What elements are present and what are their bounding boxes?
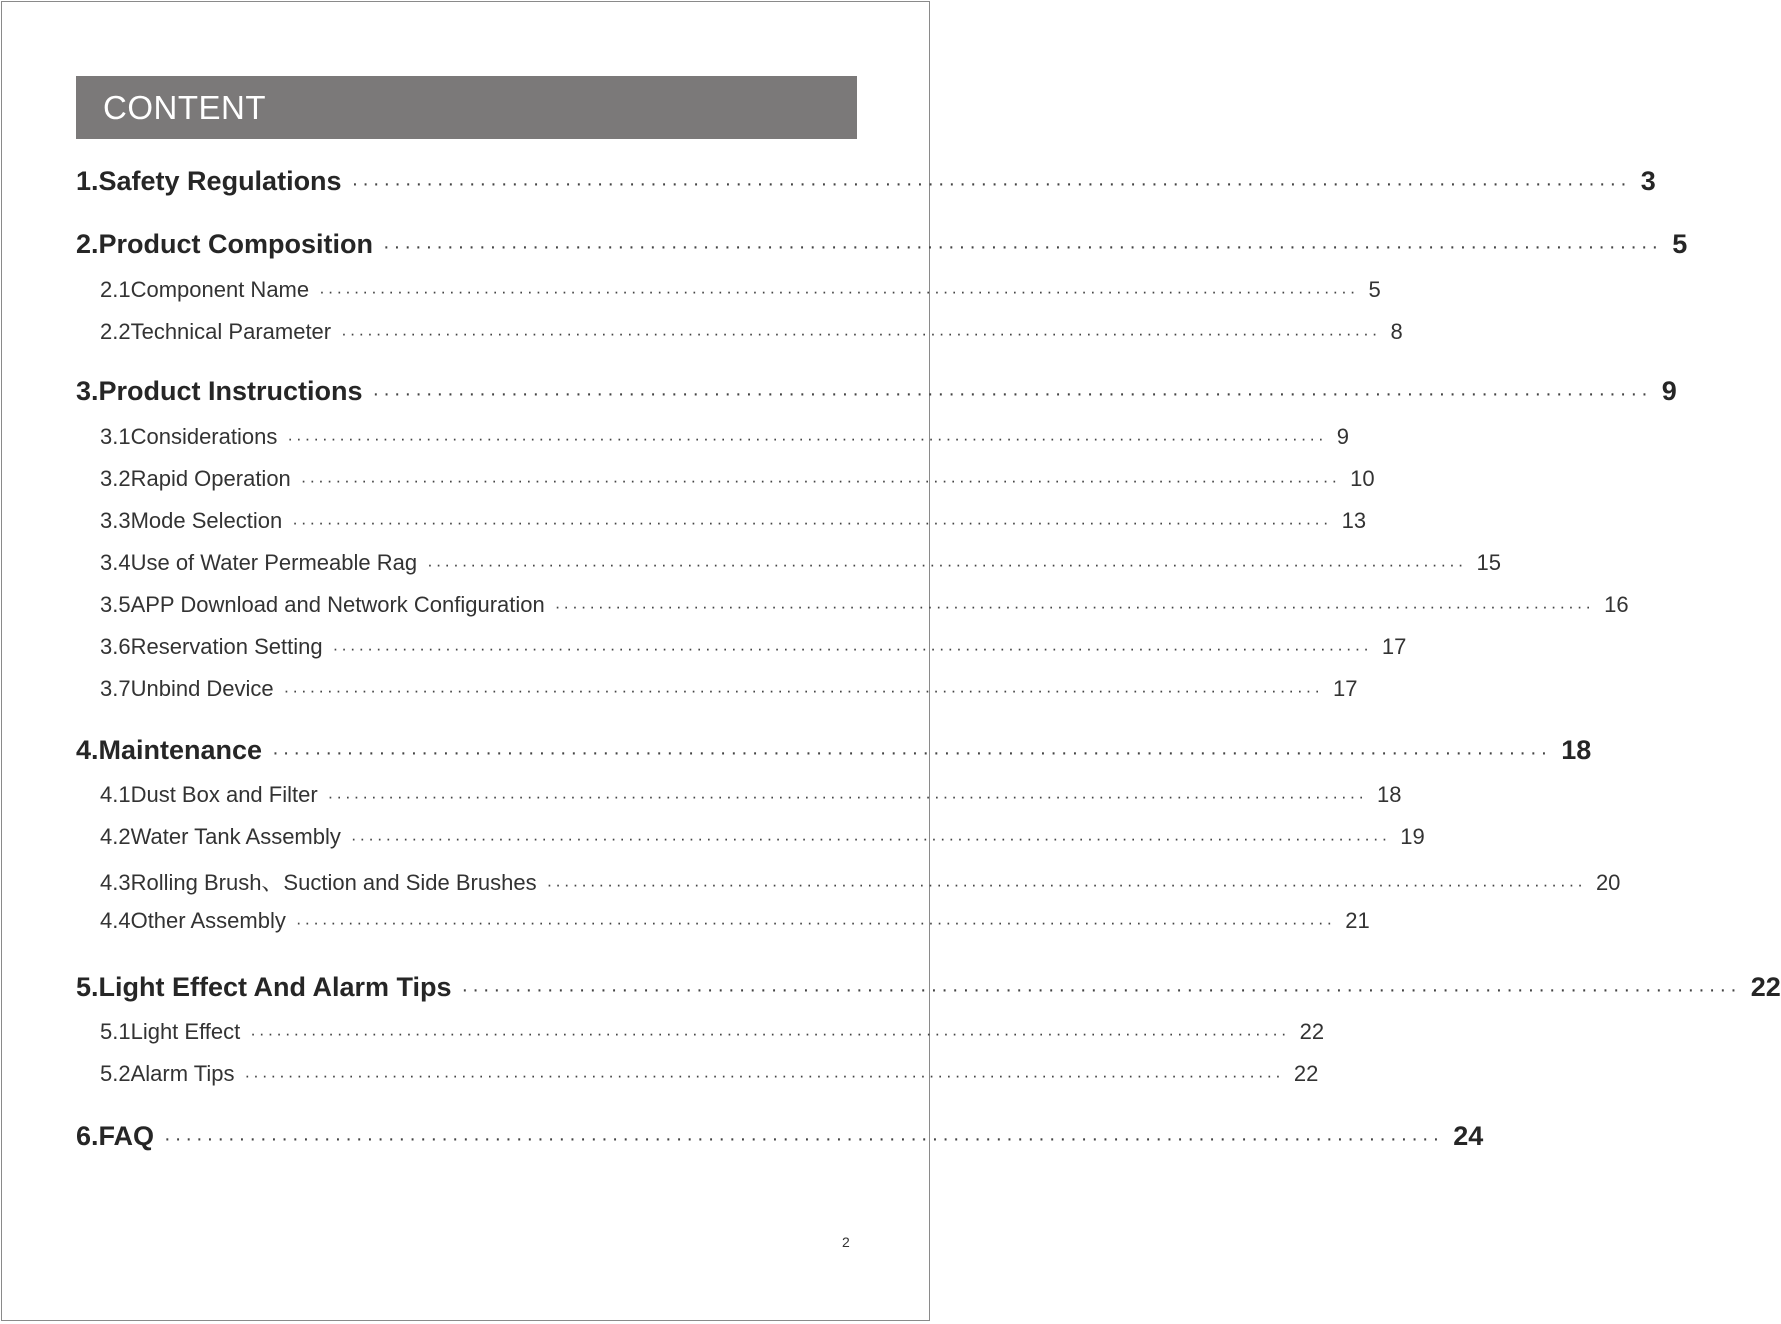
dot-leader: ························································································································ (283, 681, 1324, 700)
toc-entry-light-effect[interactable] (76, 1019, 1325, 1045)
toc-entry-label: 5.1Light Effect (100, 1019, 241, 1044)
toc-entry-label: 3.7Unbind Device (100, 676, 274, 701)
toc-entry-label: 3.2Rapid Operation (100, 466, 291, 491)
toc-entry-page: 10 (1350, 466, 1375, 491)
toc-entry-label: 2.1Component Name (100, 277, 310, 302)
toc-entry-rolling-brush[interactable] (76, 866, 1621, 897)
toc-entry-label: 3.Product Instructions (76, 376, 363, 406)
toc-entry-label: 3.3Mode Selection (100, 508, 283, 533)
toc-entry-dust-box-filter[interactable] (76, 782, 1402, 808)
toc-entry-page: 22 (1750, 972, 1781, 1002)
toc-entry-label: 4.2Water Tank Assembly (100, 824, 341, 849)
toc-entry-technical-parameter[interactable] (76, 319, 1403, 345)
toc-entry-app-download[interactable] (76, 592, 1629, 618)
toc-entry-faq[interactable] (76, 1121, 1484, 1152)
toc-entry-water-permeable-rag[interactable] (76, 550, 1501, 576)
toc-entry-rapid-operation[interactable] (76, 466, 1375, 492)
toc-entry-page: 8 (1390, 319, 1403, 344)
toc-entry-label: 3.6Reservation Setting (100, 634, 323, 659)
toc-entry-page: 18 (1561, 735, 1592, 765)
toc-entry-label: 2.Product Composition (76, 229, 373, 259)
toc-entry-page: 5 (1368, 277, 1381, 302)
dot-leader: ························································································································ (272, 742, 1552, 764)
toc-entry-page: 19 (1400, 824, 1425, 849)
toc-entry-page: 13 (1341, 508, 1367, 533)
toc-entry-page: 9 (1336, 424, 1349, 449)
toc-entry-page: 16 (1604, 592, 1629, 617)
page-number: 2 (842, 1234, 850, 1250)
dot-leader: ························································································································ (250, 1024, 1290, 1043)
dot-leader: ························································································································ (287, 429, 1327, 448)
dot-leader: ························································································································ (319, 282, 1359, 301)
dot-leader: ························································································································ (332, 639, 1372, 658)
toc-entry-label: 3.1Considerations (100, 424, 278, 449)
toc-entry-component-name[interactable] (76, 277, 1381, 303)
toc-entry-page: 21 (1345, 908, 1370, 933)
content-banner (76, 76, 857, 139)
toc-entry-page: 22 (1299, 1019, 1325, 1044)
dot-leader: ························································································································ (292, 513, 1332, 532)
dot-leader: ························································································································ (164, 1128, 1444, 1150)
dot-leader: ························································································································ (295, 913, 1336, 932)
toc-entry-label: 4.3Rolling Brush、Suction and Side Brushes (100, 870, 537, 895)
toc-entry-unbind-device[interactable] (76, 676, 1358, 702)
page-title: CONTENT (103, 89, 266, 126)
toc-entry-reservation-setting[interactable] (76, 634, 1407, 660)
toc-entry-label: 3.5APP Download and Network Configuration (100, 592, 545, 617)
toc-entry-page: 24 (1453, 1121, 1484, 1151)
toc-entry-page: 3 (1640, 166, 1656, 196)
toc-entry-label: 3.4Use of Water Permeable Rag (100, 550, 418, 575)
toc-entry-other-assembly[interactable] (76, 908, 1370, 934)
dot-leader: ························································································································ (461, 979, 1741, 1001)
toc-entry-label: 5.2Alarm Tips (100, 1061, 235, 1086)
dot-leader: ························································································································ (383, 236, 1663, 258)
toc-entry-page: 17 (1381, 634, 1407, 659)
toc-entry-product-instructions[interactable] (76, 376, 1677, 407)
toc-entry-label: 2.2Technical Parameter (100, 319, 332, 344)
dot-leader: ························································································································ (244, 1066, 1284, 1085)
toc-entry-light-effect-alarm-tips[interactable] (76, 972, 1781, 1003)
toc-entry-page: 17 (1333, 676, 1358, 701)
toc-entry-label: 1.Safety Regulations (76, 166, 342, 196)
dot-leader: ························································································································ (350, 829, 1391, 848)
dot-leader: ························································································································ (546, 875, 1586, 894)
dot-leader: ························································································································ (554, 597, 1595, 616)
toc-entry-label: 4.4Other Assembly (100, 908, 286, 933)
dot-leader: ························································································································ (341, 324, 1381, 343)
dot-leader: ························································································································ (351, 173, 1631, 195)
toc-entry-page: 20 (1595, 870, 1621, 895)
toc-entry-page: 5 (1672, 229, 1688, 259)
dot-leader: ························································································································ (300, 471, 1341, 490)
dot-leader: ························································································································ (327, 787, 1368, 806)
toc-entry-page: 9 (1661, 376, 1677, 406)
toc-entry-label: 6.FAQ (76, 1121, 155, 1151)
toc-entry-considerations[interactable] (76, 424, 1349, 450)
toc-entry-label: 4.1Dust Box and Filter (100, 782, 318, 807)
toc-entry-alarm-tips[interactable] (76, 1061, 1319, 1087)
toc-entry-page: 18 (1377, 782, 1402, 807)
toc-entry-label: 4.Maintenance (76, 735, 263, 765)
dot-leader: ························································································································ (427, 555, 1467, 574)
dot-leader: ························································································································ (372, 383, 1652, 405)
toc-entry-label: 5.Light Effect And Alarm Tips (76, 972, 452, 1002)
toc-entry-safety-regulations[interactable] (76, 166, 1656, 197)
toc-entry-maintenance[interactable] (76, 735, 1592, 766)
toc-entry-page: 22 (1293, 1061, 1319, 1086)
toc-entry-page: 15 (1476, 550, 1501, 575)
toc-entry-mode-selection[interactable] (76, 508, 1367, 534)
toc-entry-water-tank-assembly[interactable] (76, 824, 1425, 850)
toc-entry-product-composition[interactable] (76, 229, 1688, 260)
